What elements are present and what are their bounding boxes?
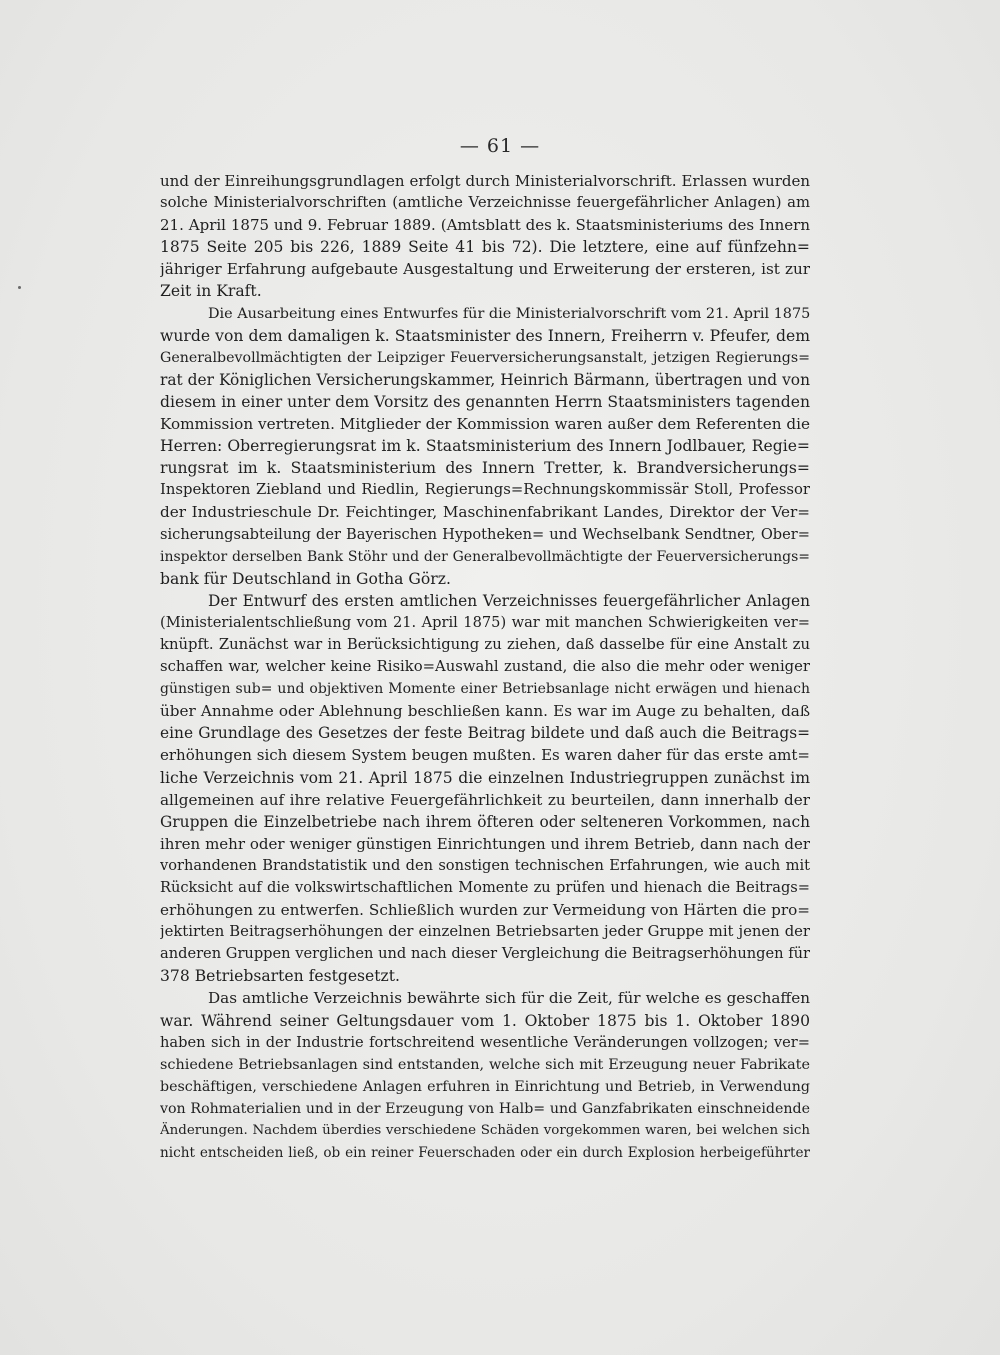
text-line: nicht entscheiden ließ, ob ein reiner Feuerschaden oder ein durch Explosion herbeigeführter: [160, 1145, 810, 1162]
text-line: der Industrieschule Dr. Feichtinger, Maschinenfabrikant Landes, Direktor der Ver=: [160, 503, 810, 522]
text-line: Inspektoren Ziebland und Riedlin, Regierungs=Rechnungskommissär Stoll, Professor: [160, 481, 810, 499]
text-line: war. Während seiner Geltungsdauer vom 1. Oktober 1875 bis 1. Oktober 1890: [160, 1011, 810, 1030]
text-line: über Annahme oder Ablehnung beschließen kann. Es war im Auge zu behalten, daß: [160, 702, 810, 721]
text-line: Zeit in Kraft.: [160, 282, 262, 301]
text-line: (Ministerialentschließung vom 21. April 1875) war mit manchen Schwierigkeiten ver=: [160, 613, 810, 631]
text-line: knüpft. Zunächst war in Berücksichtigung zu ziehen, daß dasselbe für eine Anstalt zu: [160, 635, 810, 653]
text-line: von Rohmaterialien und in der Erzeugung von Halb= und Ganzfabrikaten einschneidende: [160, 1100, 810, 1117]
text-line: 21. April 1875 und 9. Februar 1889. (Amtsblatt des k. Staatsministeriums des Innern: [160, 216, 810, 235]
text-line: Das amtliche Verzeichnis bewährte sich für die Zeit, für welche es geschaffen: [208, 989, 810, 1008]
text-line: erhöhungen sich diesem System beugen mußten. Es waren daher für das erste amt=: [160, 746, 810, 765]
body-text: [160, 170, 810, 1164]
text-line: Rücksicht auf die volkswirtschaftlichen Momente zu prüfen und hienach die Beitrags=: [160, 879, 810, 896]
text-line: Gruppen die Einzelbetriebe nach ihrem öfteren oder selteneren Vorkommen, nach: [160, 812, 810, 831]
text-line: haben sich in der Industrie fortschreitend wesentliche Veränderungen vollzogen; ver=: [160, 1033, 810, 1051]
text-line: Kommission vertreten. Mitglieder der Kommission waren außer dem Referenten die: [160, 415, 810, 434]
text-line: schaffen war, welcher keine Risiko=Auswahl zustand, die also die mehr oder weniger: [160, 658, 810, 676]
text-line: günstigen sub= und objektiven Momente einer Betriebsanlage nicht erwägen und hienach: [160, 681, 810, 698]
text-line: jähriger Erfahrung aufgebaute Ausgestaltung und Erweiterung der ersteren, ist zur: [160, 260, 810, 279]
text-line: und der Einreihungsgrundlagen erfolgt durch Ministerialvorschrift. Erlassen wurden: [160, 172, 810, 190]
text-line: Der Entwurf des ersten amtlichen Verzeichnisses feuergefährlicher Anlagen: [208, 591, 810, 610]
text-line: 378 Betriebsarten festgesetzt.: [160, 967, 400, 986]
text-line: schiedene Betriebsanlagen sind entstanden, welche sich mit Erzeugung neuer Fabrikate: [160, 1056, 810, 1073]
margin-speck: [18, 286, 21, 289]
text-line: jektirten Beitragserhöhungen der einzelnen Betriebsarten jeder Gruppe mit jenen der: [160, 923, 810, 941]
text-line: anderen Gruppen verglichen und nach dieser Vergleichung die Beitragserhöhungen für: [160, 945, 810, 963]
text-line: liche Verzeichnis vom 21. April 1875 die einzelnen Industriegruppen zunächst im: [160, 768, 810, 787]
text-line: wurde von dem damaligen k. Staatsminister des Innern, Freiherrn v. Pfeufer, dem: [160, 326, 810, 345]
text-line: beschäftigen, verschiedene Anlagen erfuhren in Einrichtung und Betrieb, in Verwendung: [160, 1078, 810, 1095]
text-line: solche Ministerialvorschriften (amtliche Verzeichnisse feuergefährlicher Anlagen) am: [160, 194, 810, 212]
text-line: bank für Deutschland in Gotha Görz.: [160, 569, 451, 588]
text-line: inspektor derselben Bank Stöhr und der Generalbevollmächtigte der Feuerversicherungs=: [160, 548, 810, 565]
text-line: rat der Königlichen Versicherungskammer, Heinrich Bärmann, übertragen und von: [160, 370, 810, 389]
text-line: 1875 Seite 205 bis 226, 1889 Seite 41 bis 72). Die letztere, eine auf fünfzehn=: [160, 238, 810, 257]
page-number: — 61 —: [459, 135, 541, 157]
text-line: rungsrat im k. Staatsministerium des Innern Tretter, k. Brandversicherungs=: [160, 459, 810, 478]
text-line: sicherungsabteilung der Bayerischen Hypotheken= und Wechselbank Sendtner, Ober=: [160, 525, 810, 543]
text-line: Die Ausarbeitung eines Entwurfes für die Ministerialvorschrift vom 21. April 1875: [208, 305, 810, 322]
text-line: eine Grundlage des Gesetzes der feste Beitrag bildete und daß auch die Beitrags=: [160, 724, 810, 743]
text-line: ihren mehr oder weniger günstigen Einrichtungen und ihrem Betrieb, dann nach der: [160, 834, 810, 853]
text-line: erhöhungen zu entwerfen. Schließlich wurden zur Vermeidung von Härten die pro=: [160, 901, 810, 920]
text-line: allgemeinen auf ihre relative Feuergefährlichkeit zu beurteilen, dann innerhalb der: [160, 790, 810, 809]
text-line: Generalbevollmächtigten der Leipziger Feuerversicherungsanstalt, jetzigen Regierungs=: [160, 349, 810, 366]
text-line: vorhandenen Brandstatistik und den sonstigen technischen Erfahrungen, wie auch mit: [160, 856, 810, 874]
text-line: Änderungen. Nachdem überdies verschiedene Schäden vorgekommen waren, bei welchen sich: [160, 1123, 810, 1139]
text-line: Herren: Oberregierungsrat im k. Staatsministerium des Innern Jodlbauer, Regie=: [160, 437, 810, 456]
text-line: diesem in einer unter dem Vorsitz des genannten Herrn Staatsministers tagenden: [160, 392, 810, 411]
